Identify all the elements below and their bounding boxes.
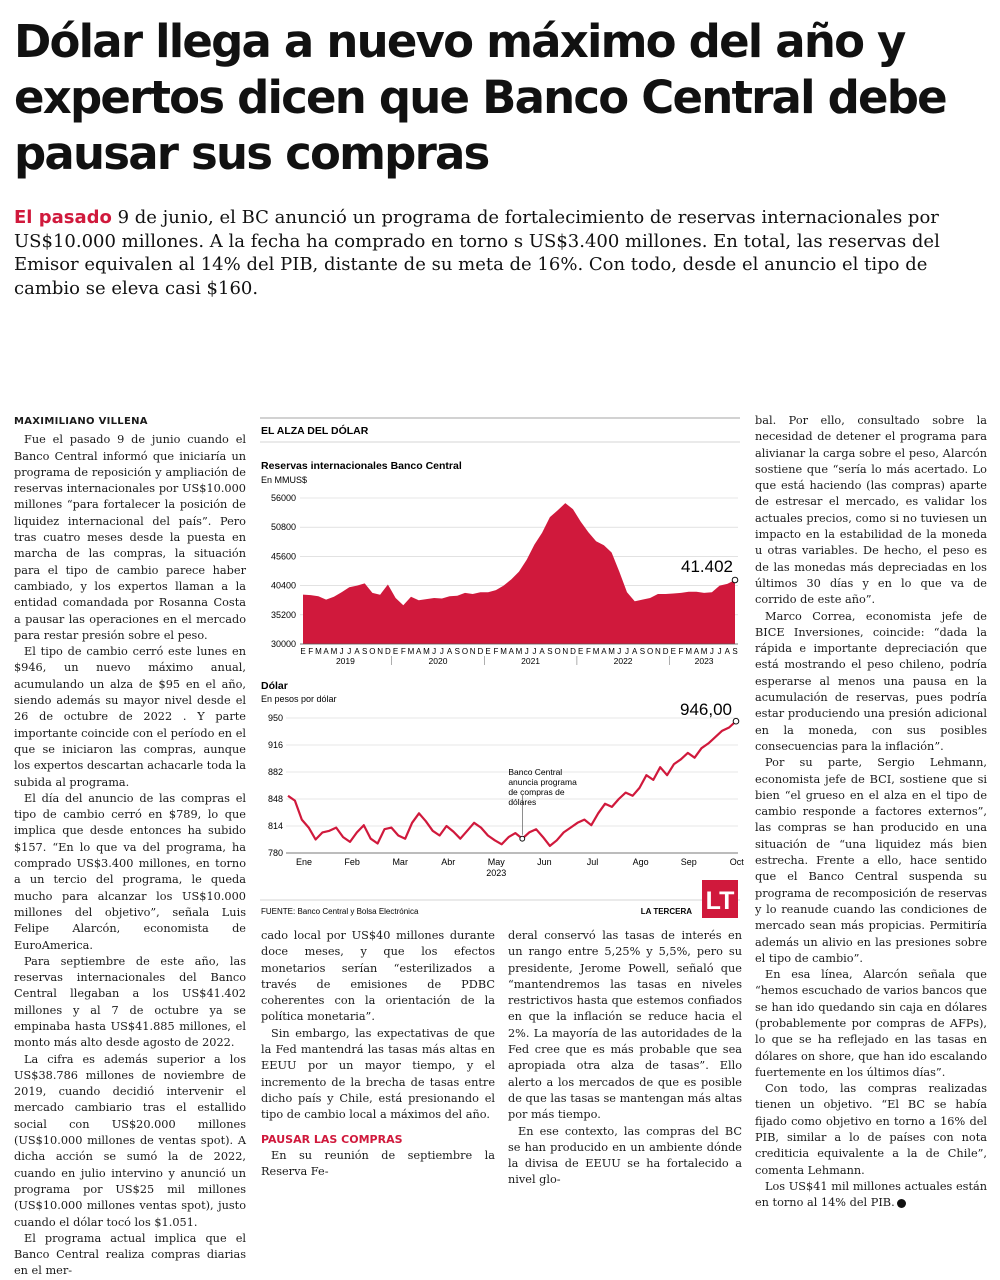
- x-month-letter: F: [400, 647, 406, 656]
- x-month-letter: A: [416, 647, 422, 656]
- x-month-letter: J: [625, 647, 629, 656]
- annotation-line: Banco Central: [508, 767, 563, 777]
- x-month-letter: D: [385, 647, 391, 656]
- paragraph: Por su parte, Sergio Lehmann, economista jefe de BCI, sostiene que si bien “el grueso en el alza en el tipo de cambio responde a factores externos”, las compras se han producido en una situación de “una liquidez más bien estrecha. Frente a ello, hace sentido que el Banco Central suspenda su programa de recomposición de reservas y lo reanude cuando las condiciones de mercado sean más propicias. Permitiría además un alivio en las presiones sobre el tipo de cambio”.: [755, 756, 987, 965]
- x-month-letter: J: [617, 647, 622, 656]
- x-month-letter: N: [377, 647, 383, 656]
- x-month-letter: F: [585, 647, 591, 656]
- x-year-label: 2022: [613, 656, 633, 666]
- closing-text: Los US$41 mil millones actuales están en torno al 14% del PIB.: [755, 1179, 987, 1210]
- y-tick-label: 56000: [270, 493, 296, 503]
- x-month-label: May: [487, 857, 505, 867]
- x-month-letter: E: [670, 647, 676, 656]
- last-value-label: 41.402: [681, 556, 733, 576]
- paragraph: bal. Por ello, consultado sobre la necesidad de detener el programa para alivianar la carga sobre el peso, Alarcón sostiene que “sería lo más acertado. Lo que está haciendo (las compras) aparte de estresar el mercado, es validar los actuales precios, como si no tuviesen un impacto en la estabilidad de la moneda u otras variables. De hecho, el peso es de las monedas más depreciadas en los últimos 30 días y en lo que va de corrido de este año”.: [755, 414, 987, 607]
- paragraph: Para septiembre de este año, las reservas internacionales del Banco Central llegaban a los US$41.402 millones y al 7 de octubre ya se empinaba hasta US$41.885 millones, el monto más alto desde agosto de 2022.: [14, 954, 246, 1050]
- column-3: [508, 928, 742, 1189]
- x-month-letter: M: [608, 647, 615, 656]
- x-month-letter: A: [693, 647, 700, 656]
- byline: MAXIMILIANO VILLENA: [14, 416, 148, 427]
- x-month-letter: E: [392, 647, 399, 656]
- reserves-chart-ylabel: En MMUS$: [261, 475, 308, 485]
- x-month-letter: F: [678, 647, 684, 656]
- x-month-letter: J: [432, 647, 437, 656]
- paragraph: Marco Correa, economista jefe de BICE Inversiones, coincide: “dada la rápida e importante depreciación que está mostrando el peso chileno, podría esperarse al menos una pausa en la acumulación de reservas, pues podría estar produciendo una presión adicional en la moneda, con sus posibles consecuencias para la inflación”.: [755, 609, 987, 753]
- paragraph: En ese contexto, las compras del BC se han producido en un ambiente dónde la divisa de EEUU se ha fortalecido a nivel glo-: [508, 1124, 742, 1187]
- x-month-letter: S: [547, 647, 553, 656]
- x-year-label: 2021: [521, 656, 541, 666]
- x-month-letter: E: [485, 647, 491, 656]
- x-month-label: Ago: [632, 857, 649, 867]
- x-month-letter: F: [308, 647, 314, 656]
- annotation-line: dólares: [508, 797, 537, 807]
- x-month-letter: J: [532, 647, 537, 656]
- paragraph: [755, 1179, 987, 1212]
- graphic-title: EL ALZA DEL DÓLAR: [261, 425, 369, 437]
- x-month-letter: A: [632, 647, 638, 656]
- x-year-label: 2023: [486, 868, 507, 878]
- paragraph: En su reunión de septiembre la Reserva Fe-: [261, 1148, 495, 1179]
- x-month-letter: J: [439, 647, 444, 656]
- column-2: [261, 928, 495, 1180]
- x-month-letter: O: [646, 647, 654, 656]
- x-month-label: Abr: [441, 857, 456, 867]
- x-month-letter: D: [662, 647, 669, 656]
- chart-canvas: [258, 412, 742, 922]
- x-month-letter: S: [454, 647, 460, 656]
- x-month-letter: S: [639, 647, 646, 656]
- logo-letters: LT: [705, 887, 735, 915]
- x-month-label: Feb: [344, 857, 360, 867]
- dollar-chart-title: Dólar: [261, 680, 288, 692]
- paragraph: El día del anuncio de las compras el tipo de cambio cerró en $789, lo que implica que desde entonces ha subido $157. “En lo que va del programa, ha comprado US$3.400 millones, en torno a un tercio del programa, le queda mucho para alcanzar los US$10.000 millones del objetivo”, señala Luis Felipe Alarcón, economista de EuroAmerica.: [14, 791, 246, 952]
- paragraph: El programa actual implica que el Banco Central realiza compras diarias en el mer-: [14, 1231, 246, 1278]
- x-month-letter: A: [601, 647, 607, 656]
- x-year-label: 2023: [694, 656, 714, 666]
- x-month-letter: J: [709, 647, 714, 656]
- y-tick-label: 35200: [270, 609, 296, 620]
- x-month-letter: M: [592, 647, 600, 656]
- column-4: [755, 413, 987, 1212]
- paragraph: cado local por US$40 millones durante doce meses, y que los efectos monetarios serían “esterilizados a través de emisiones de PDBC coherentes con la orientación de la política monetaria”.: [261, 929, 495, 1024]
- x-month-letter: O: [369, 647, 376, 656]
- x-month-label: Oct: [729, 857, 744, 867]
- annotation-line: anuncia programa: [508, 777, 577, 787]
- last-value-marker: [733, 718, 739, 724]
- annotation-text: [508, 767, 577, 807]
- dollar-chart: [268, 700, 744, 878]
- paragraph: El tipo de cambio cerró este lunes en $946, un nuevo máximo anual, acumulando un alza de $95 en el año, siendo además su mayor nivel desde el 26 de octubre de 2022 . Y parte importante coincide con el período en el que se iniciaron las compras, aunque los expertos descartan achacarle toda la subida al programa.: [14, 645, 246, 789]
- x-month-letter: J: [339, 647, 344, 656]
- x-month-letter: E: [300, 647, 306, 656]
- annotation-line: de compras de: [508, 787, 565, 797]
- column-1: [14, 414, 246, 1280]
- x-month-label: Mar: [392, 857, 408, 867]
- x-month-letter: M: [315, 647, 322, 656]
- y-tick-label: 50800: [270, 522, 296, 533]
- last-value-label: 946,00: [680, 700, 732, 720]
- x-month-letter: E: [578, 647, 584, 656]
- y-tick-label: 30000: [270, 639, 296, 649]
- y-tick-label: 780: [267, 848, 283, 858]
- x-month-letter: A: [323, 647, 329, 656]
- x-month-letter: N: [469, 647, 476, 656]
- x-month-letter: O: [461, 647, 469, 656]
- annotation-marker: [520, 836, 525, 841]
- dollar-graphic: [258, 412, 742, 922]
- reserves-chart-title: Reservas internacionales Banco Central: [261, 460, 462, 472]
- x-month-letter: N: [655, 647, 661, 656]
- x-month-letter: D: [477, 647, 484, 656]
- x-month-letter: M: [330, 647, 338, 656]
- headline: Dólar llega a nuevo máximo del año y expertos dicen que Banco Central debe pausar sus compras: [14, 15, 946, 180]
- y-tick-label: 848: [267, 794, 283, 804]
- x-month-letter: D: [570, 647, 576, 656]
- end-mark-icon: [897, 1199, 906, 1208]
- x-month-letter: A: [508, 647, 514, 656]
- subhead: PAUSAR LAS COMPRAS: [261, 1132, 403, 1146]
- paragraph: Con todo, las compras realizadas tienen un objetivo. “El BC se había fijado como objetivo en torno a 16% del PIB, similar a lo de países con nota crediticia equivalente a la de Chile”, comenta Lehmann.: [755, 1082, 987, 1177]
- x-year-label: 2020: [428, 656, 448, 666]
- x-month-letter: A: [446, 647, 453, 656]
- x-month-letter: A: [354, 647, 360, 656]
- reserves-area: [303, 503, 735, 644]
- paragraph: En esa línea, Alarcón señala que “hemos escuchado de varios bancos que se han ido quedando sin caja en dólares (probablemente por compras de AFPs), lo que se ha reflejado en las tasas en dólares on shore, que han ido escalando fuertemente en los últimos días”.: [755, 968, 987, 1079]
- reserves-chart: [271, 493, 738, 666]
- x-month-letter: M: [515, 647, 523, 656]
- x-month-letter: A: [724, 647, 730, 656]
- last-value-marker: [732, 577, 738, 583]
- y-tick-label: 40400: [270, 580, 296, 591]
- deck-text: 9 de junio, el BC anunció un programa de fortalecimiento de reservas internacionales por US$10.000 millones. A la fecha ha comprado en torno s US$3.400 millones. En total, las reservas del Emisor equivalen al 14% del PIB, distante de su meta de 16%. Con todo, desde el anuncio el tipo de cambio se eleva casi $160.: [14, 207, 940, 299]
- paragraph: Fue el pasado 9 de junio cuando el Banco Central informó que iniciaría un programa de reposición y ampliación de reservas internacionales por US$10.000 millones “para fortalecer la posición de liquidez internacional del país”. Pero tras cuatro meses desde la puesta en marcha de las compras, la situación para el tipo de cambio parece haber cambiado, y los expertos llaman a la entidad comandada por Rosanna Costa a pausar las operaciones en el mercado para restar presión sobre el peso.: [14, 433, 246, 642]
- y-tick-label: 45600: [270, 551, 296, 562]
- x-month-letter: M: [500, 647, 507, 656]
- x-year-label: 2019: [335, 656, 355, 666]
- deck: [14, 206, 989, 300]
- x-month-letter: J: [524, 647, 529, 656]
- x-month-label: Jul: [586, 857, 599, 867]
- x-month-label: Jun: [537, 857, 552, 867]
- x-month-label: Ene: [295, 857, 313, 867]
- dollar-chart-ylabel: En pesos por dólar: [261, 694, 337, 704]
- deck-lead: El pasado: [14, 207, 112, 228]
- x-month-letter: M: [700, 647, 708, 656]
- x-month-letter: F: [493, 647, 499, 656]
- paragraph: Sin embargo, las expectativas de que la Fed mantendrá las tasas más altas en EEUU por un mayor tiempo, y el incremento de la brecha de tasas entre dicho país y Chile, está presionando el tipo de cambio local a máximos del año.: [261, 1026, 495, 1122]
- y-tick-label: 814: [267, 821, 283, 831]
- x-month-letter: O: [554, 647, 561, 656]
- y-tick-label: 950: [267, 713, 283, 723]
- x-month-letter: N: [562, 647, 569, 656]
- x-month-letter: J: [347, 647, 352, 656]
- paragraph: La cifra es además superior a los US$38.786 millones de noviembre de 2019, cuando decidió intervenir el mercado cambiario tras el estallido social con US$20.000 millones (US$10.000 millones de ventas spot). A dicha acción se sumó la de 2022, cuando en julio intervino y anunció un programa por US$25 mil millones (US$10.000 millones ventas spot), justo cuando el dólar tocó los $1.051.: [14, 1052, 246, 1229]
- x-month-letter: M: [423, 647, 430, 656]
- brand-name: LA TERCERA: [640, 907, 692, 916]
- y-tick-label: 916: [267, 740, 283, 750]
- x-month-label: Sep: [680, 857, 697, 867]
- x-month-letter: M: [685, 647, 693, 656]
- paragraph: deral conservó las tasas de interés en un rango entre 5,25% y 5,5%, pero su presidente, Jerome Powell, señaló que “mantendremos las tasas en niveles restrictivos hasta que estemos confiados en que la inflación se reduce hacia el 2%. La mayoría de las autoridades de la Fed cree que es más probable que sea apropiada otra alza de tasas”. Ello alerto a los mercados de que es posible de que las tasas se mantengan más altas por más tiempo.: [508, 929, 742, 1122]
- graphic-source: FUENTE: Banco Central y Bolsa Electrónica: [261, 907, 419, 916]
- x-month-letter: J: [717, 647, 722, 656]
- x-month-letter: M: [407, 647, 415, 656]
- y-tick-label: 882: [267, 767, 283, 777]
- x-month-letter: S: [362, 647, 368, 656]
- x-month-letter: S: [732, 647, 738, 656]
- x-month-letter: A: [539, 647, 545, 656]
